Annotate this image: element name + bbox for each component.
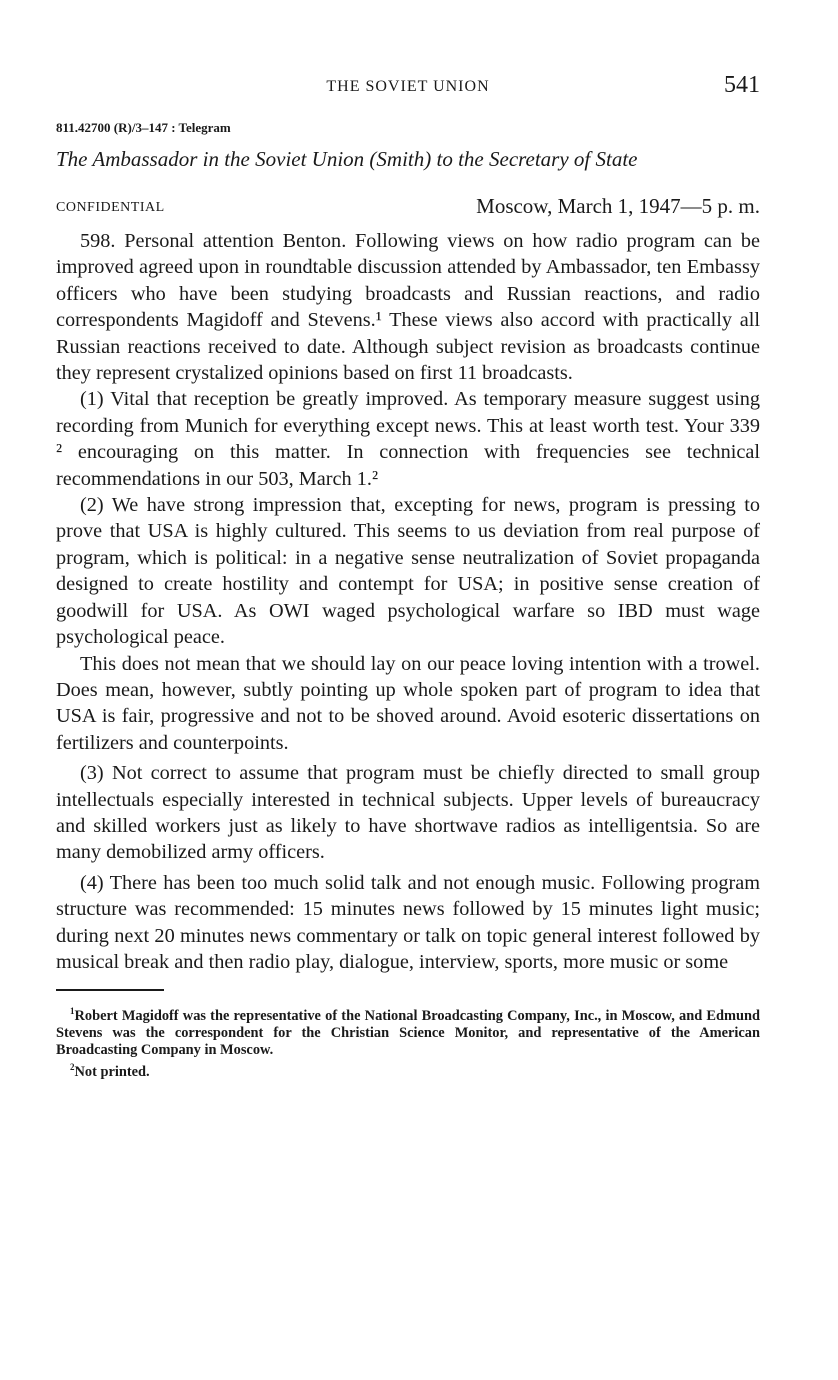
running-title: THE SOVIET UNION xyxy=(326,78,490,95)
classification-label: CONFIDENTIAL xyxy=(56,200,165,215)
footnote-1-text: Robert Magidoff was the representative of the National Broadcasting Company, Inc., in Moscow, and Edmund Stevens was the correspondent for the Christian Science Monitor, and representative of the American Broadcasting Company in Moscow. xyxy=(56,1008,760,1058)
footnote-rule xyxy=(56,989,164,991)
footnote-2 xyxy=(56,1059,760,1081)
footnote-2-text: Not printed. xyxy=(74,1063,150,1080)
dateline: Moscow, March 1, 1947—5 p. m. xyxy=(476,194,760,218)
paragraph-point-4: (4) There has been too much solid talk and not enough music. Following program structure was recommended: 15 minutes news followed by 15 minutes light music; during next 20 minutes news commentary or talk on topic general interest followed by musical break and then radio play, dialogue, interview, sports, more music or some xyxy=(56,871,760,973)
paragraph-point-3: (3) Not correct to assume that program must be chiefly directed to small group intellectuals especially interested in technical subjects. Upper levels of bureaucracy and skilled workers just as likely to have shortwave radios as intelligentsia. So are many demobilized army officers. xyxy=(56,762,760,864)
footnote-1-mark: 1 xyxy=(70,1006,75,1017)
telegram-body xyxy=(56,228,760,975)
document-page xyxy=(56,68,760,1080)
footnotes xyxy=(56,1003,760,1080)
page-number: 541 xyxy=(724,72,760,98)
running-head xyxy=(56,68,760,108)
paragraph-598: 598. Personal attention Benton. Following views on how radio program can be improved agreed upon in roundtable discussion attended by Ambassador, ten Embassy officers who have been studying broadcasts and Russian reactions, and radio correspondents Magidoff and Stevens.¹ These views also accord with practically all Russian reactions received to date. Although subject revision as broadcasts continue they represent crystalized opinions based on first 11 broadcasts. xyxy=(56,230,760,385)
footnote-2-mark: 2 xyxy=(70,1061,75,1072)
document-meta xyxy=(56,194,760,222)
paragraph-point-2-continued: This does not mean that we should lay on our peace loving intention with a trowel. Does mean, however, subtly pointing up whole spoken part of program to idea that USA is fair, progressive and not to be shoved around. Avoid esoteric dissertations on fertilizers and counterpoints. xyxy=(56,652,760,754)
paragraph-point-2: (2) We have strong impression that, excepting for news, program is pressing to prove that USA is highly cultured. This seems to us deviation from real purpose of program, which is political: in a negative sense neutralization of Soviet propaganda designed to create hostility and contempt for USA; in positive sense creation of goodwill for USA. As OWI waged psychological warfare so IBD must wage psychological peace. xyxy=(56,494,760,649)
footnote-1 xyxy=(56,1003,760,1058)
document-id: 811.42700 (R)/3–147 : Telegram xyxy=(56,120,231,135)
document-heading: The Ambassador in the Soviet Union (Smith) to the Secretary of State xyxy=(56,147,638,171)
paragraph-point-1: (1) Vital that reception be greatly improved. As temporary measure suggest using recording from Munich for everything except news. This at least worth test. Your 339 ² encouraging on this matter. In connection with frequencies see technical recommendations in our 503, March 1.² xyxy=(56,388,760,490)
